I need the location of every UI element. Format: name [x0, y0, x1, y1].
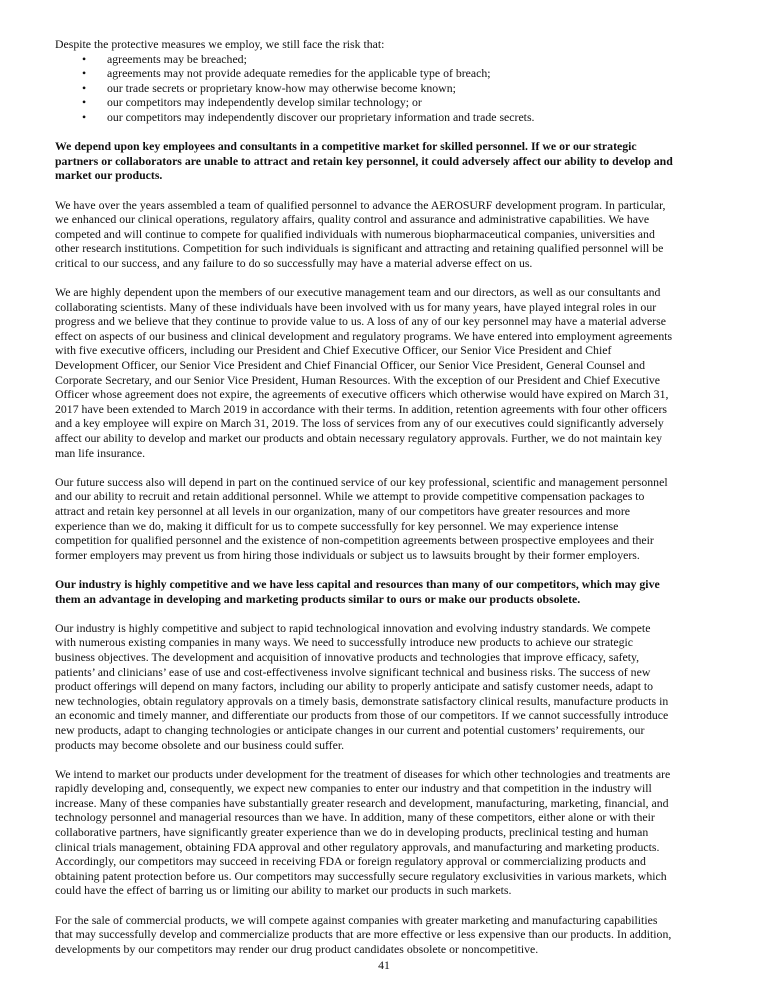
text-line: developments by our competitors may render our drug product candidates obsolete or noncompetitive.	[55, 941, 539, 956]
bullet-icon: •	[82, 95, 87, 110]
bullet-text: our trade secrets or proprietary know-how may otherwise become known;	[107, 80, 456, 95]
text-line: them an advantage in developing and marketing products similar to ours or make our products obsolete.	[55, 591, 581, 606]
text-line: collaborating scientists. Many of these individuals have been involved with us for many years, have played integral roles in our	[55, 299, 657, 314]
text-line: an economic and timely manner, and differentiate our products from those of our competitors. If we cannot successfully introduce	[55, 708, 669, 723]
text-line: obtaining patent protection before us. Our competitors may successfully secure regulatory exclusivities in various markets, which	[55, 868, 667, 883]
text-line: We have over the years assembled a team of qualified personnel to advance the AEROSURF development program. In particular,	[55, 197, 666, 212]
text-line: attract and retain key personnel at all levels in our organization, many of our competitors have greater resources and more	[55, 504, 630, 518]
bullet-item	[55, 110, 725, 125]
text-line: We are highly dependent upon the members of our executive management team and our directors, as well as our consultants and	[55, 285, 661, 300]
document-page	[55, 37, 725, 971]
section-heading	[55, 139, 725, 183]
paragraph	[55, 285, 725, 460]
bullet-item	[55, 95, 725, 110]
bullet-item	[55, 66, 725, 81]
paragraph	[55, 475, 725, 563]
text-line: with five executive officers, including our President and Chief Executive Officer, our Senior Vice President and Chief	[55, 343, 612, 358]
text-line: Development Officer, our Senior Vice President and Chief Financial Officer, our Senior Vice President, General Counsel and	[55, 358, 646, 373]
paragraph	[55, 767, 725, 898]
text-line: new products, adapt to changing technologies or anticipate changes in our current and potential customers’ requirements, our	[55, 722, 645, 737]
text-line: 2017 have been extended to March 2019 in accordance with their terms. In addition, retention agreements with four other officers	[55, 401, 668, 416]
text-line: product offerings will depend on many factors, including our ability to properly anticipate and satisfy customer needs, adapt to	[55, 679, 653, 694]
bullet-icon: •	[82, 80, 87, 95]
paragraph	[55, 621, 725, 752]
bullet-icon: •	[82, 109, 87, 124]
text-line: and a key employee will expire on March 31, 2019. The loss of services from any of our executives could significantly adversely	[55, 416, 664, 431]
section-heading	[55, 577, 725, 606]
text-line: partners or collaborators are unable to attract and retain key personnel, it could adversely affect our ability to develop and	[55, 153, 673, 168]
text-line: experience than we do, making it difficult for us to compete successfully for key personnel. We may experience intense	[55, 518, 619, 533]
text-line: Corporate Secretary, and our Senior Vice President, Human Resources. With the exception of our President and Chief Executive	[55, 372, 660, 387]
bullet-text: our competitors may independently develop similar technology; or	[107, 95, 422, 110]
paragraph	[55, 913, 725, 957]
text-line: with numerous existing companies in many ways. We need to successfully introduce new products to achieve our strategic	[55, 635, 634, 650]
bullet-icon: •	[82, 51, 87, 66]
text-line: rapidly developing and, consequently, we expect new companies to enter our industry and that competition in the industry will	[55, 781, 652, 796]
text-line: progress and we believe that they continue to provide value to us. A loss of any of our key personnel may have a material adverse	[55, 314, 666, 329]
text-line: and our ability to recruit and retain additional personnel. While we attempt to provide competitive compensation packages to	[55, 489, 645, 504]
text-line: Officer whose agreement does not expire, the agreements of executive officers which otherwise would have expired on March 31,	[55, 387, 669, 402]
bullet-text: agreements may not provide adequate remedies for the applicable type of breach;	[107, 66, 491, 81]
text-line: competition for qualified personnel and the existence of non-competition agreements between prospective employees and their	[55, 533, 654, 548]
text-line: collaborative partners, have significantly greater experience than we do in developing products, preclinical testing and human	[55, 825, 649, 840]
bullet-item	[55, 81, 725, 96]
text-line: Our future success also will depend in part on the continued service of our key professional, scientific and management personnel	[55, 474, 668, 489]
text-line: Accordingly, our competitors may succeed in receiving FDA or foreign regulatory approval or commercializing products and	[55, 854, 646, 869]
text-line: competed and will continue to compete for qualified individuals with numerous biopharmaceutical companies, universities and	[55, 226, 655, 241]
document-body	[55, 139, 725, 956]
page-number: 41	[378, 958, 390, 972]
bullet-list	[55, 52, 725, 125]
text-line: former employers may prevent us from hiring those individuals or subject us to lawsuits brought by their former employers.	[55, 547, 640, 562]
text-line: that may successfully develop and commercialize products that are more effective or less expensive than our products. In addition,	[55, 927, 672, 942]
text-line: For the sale of commercial products, we will compete against companies with greater marketing and manufacturing capabilities	[55, 912, 658, 927]
bullet-text: our competitors may independently discover our proprietary information and trade secrets.	[107, 109, 535, 124]
text-line: we enhanced our clinical operations, regulatory affairs, quality control and assurance and administrative capabilities. We have	[55, 212, 650, 227]
text-line: new technologies, obtain regulatory approvals on a timely basis, demonstrate satisfactory clinical results, manufacture products in	[55, 693, 669, 708]
text-line: business objectives. The development and acquisition of innovative products and technologies that improve efficacy, safety,	[55, 649, 640, 664]
text-line: We depend upon key employees and consultants in a competitive market for skilled personnel. If we or our strategic	[55, 139, 637, 154]
text-line: market our products.	[55, 168, 163, 183]
text-line: effect on aspects of our business and clinical development and regulatory programs. We have entered into employment agreements	[55, 328, 673, 343]
text-line: products may become obsolete and our business could suffer.	[55, 737, 345, 752]
text-line: critical to our success, and any failure to do so successfully may have a material adverse effect on us.	[55, 255, 533, 270]
bullet-text: agreements may be breached;	[107, 51, 247, 66]
text-line: Our industry is highly competitive and we have less capital and resources than many of our competitors, which may give	[55, 576, 660, 591]
paragraph	[55, 198, 725, 271]
intro-text: Despite the protective measures we employ, we still face the risk that:	[55, 37, 385, 51]
text-line: patients’ and clinicians’ ease of use and cost-effectiveness involve significant technical and business risks. The success of new	[55, 664, 651, 679]
text-line: clinical trials management, obtaining FDA approval and other regulatory approvals, and manufacturing and marketing products.	[55, 839, 660, 854]
text-line: We intend to market our products under development for the treatment of diseases for which other technologies and treatments are	[55, 766, 671, 781]
bullet-item	[55, 52, 725, 67]
text-line: technology personnel and managerial resources than we have. In addition, many of these competitors, either alone or with their	[55, 810, 655, 825]
text-line: affect our ability to develop and market our products and obtain necessary regulatory approvals. Further, we do not maintain key	[55, 431, 662, 446]
text-line: increase. Many of these companies have substantially greater research and development, manufacturing, marketing, financial, and	[55, 795, 669, 810]
text-line: could have the effect of barring us or limiting our ability to market our products in such markets.	[55, 883, 512, 898]
text-line: man life insurance.	[55, 445, 146, 460]
bullet-icon: •	[82, 66, 87, 81]
text-line: Our industry is highly competitive and subject to rapid technological innovation and evolving industry standards. We compete	[55, 620, 651, 635]
text-line: other research institutions. Competition for such individuals is significant and attracting and retaining qualified personnel will be	[55, 241, 664, 256]
